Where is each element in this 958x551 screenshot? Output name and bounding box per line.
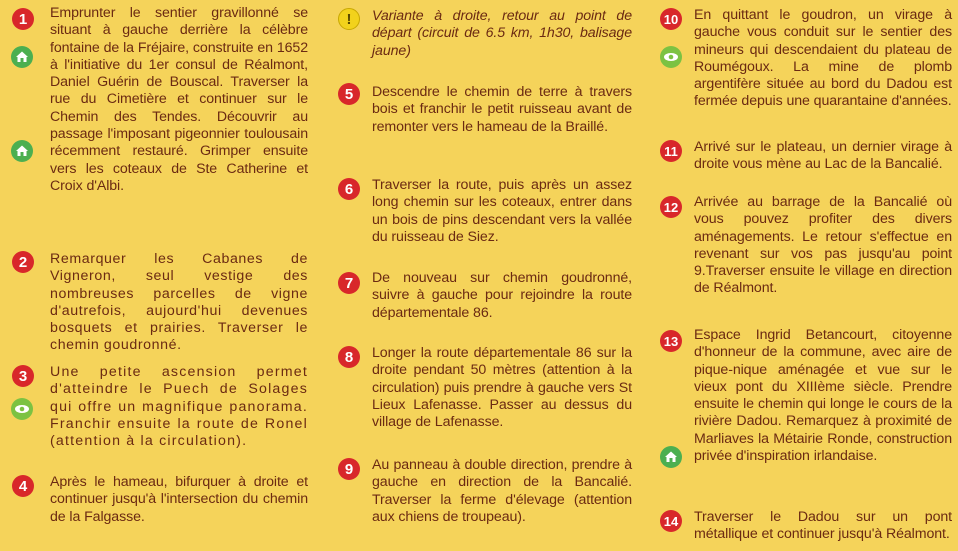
step-text-3: Une petite ascension permet d'atteindre le Puech de Solages qui offre un magnifique panorama. Franchir ensuite la route de Ronel (attention à la circulation). bbox=[50, 364, 308, 450]
step-number-7: 7 bbox=[338, 272, 360, 294]
step-number-4: 4 bbox=[12, 475, 34, 497]
house-icon bbox=[11, 140, 33, 162]
house-icon bbox=[11, 46, 33, 68]
step-number-13: 13 bbox=[660, 330, 682, 352]
step-number-11: 11 bbox=[660, 140, 682, 162]
step-number-10: 10 bbox=[660, 8, 682, 30]
step-text-2: Remarquer les Cabanes de Vigneron, seul vestige des nombreuses parcelles de vigne d'autrefois, aujourd'hui devenues bosquets et prairies. Traverser le chemin goudronné. bbox=[50, 251, 308, 354]
step-text-10: En quittant le goudron, un virage à gauche vous conduit sur le sentier des mineurs qui descendaient du plateau de Roumégoux. La mine de plomb argentifère située au bord du Dadou est fermée depuis une quarantaine d'années. bbox=[694, 7, 952, 110]
step-number-8: 8 bbox=[338, 346, 360, 368]
step-text-5: Descendre le chemin de terre à travers bois et franchir le petit ruisseau avant de remonter vers le hameau de la Braillé. bbox=[372, 84, 632, 135]
step-number-3: 3 bbox=[12, 365, 34, 387]
step-number-6: 6 bbox=[338, 178, 360, 200]
step-number-2: 2 bbox=[12, 251, 34, 273]
step-text-9: Au panneau à double direction, prendre à gauche en direction de la Bancalié. Traverser la ferme d'élevage (attention aux chiens de troupeau). bbox=[372, 457, 632, 525]
step-text-7: De nouveau sur chemin goudronné, suivre à gauche pour rejoindre la route départementale 86. bbox=[372, 270, 632, 321]
step-text-14: Traverser le Dadou sur un pont métallique et continuer jusqu'à Réalmont. bbox=[694, 509, 952, 543]
step-text-1: Emprunter le sentier gravillonné se situant à gauche derrière la célèbre fontaine de la Fréjaire, construite en 1652 à l'initiative du 1er consul de Réalmont, Daniel Guérin de Bouscal. Traverser la rue du Cimetière et continuer sur le Chemin des Tendes. Découvrir au passage l'imposant pigeonnier toulousain récemment restauré. Grimper ensuite vers les coteaux de Ste Catherine et Croix d'Albi. bbox=[50, 5, 308, 194]
house-icon bbox=[660, 446, 682, 468]
step-text-11: Arrivé sur le plateau, un dernier virage à droite vous mène au Lac de la Bancalié. bbox=[694, 139, 952, 173]
step-number-9: 9 bbox=[338, 458, 360, 480]
eye-icon bbox=[660, 46, 682, 68]
step-text-6: Traverser la route, puis après un assez long chemin sur les coteaux, entrer dans un bois de pins descendant vers la vallée du ruisseau de Siez. bbox=[372, 177, 632, 245]
variant-note: Variante à droite, retour au point de départ (circuit de 6.5 km, 1h30, balisage jaune) bbox=[372, 8, 632, 59]
step-text-4: Après le hameau, bifurquer à droite et continuer jusqu'à l'intersection du chemin de la Falgasse. bbox=[50, 474, 308, 525]
step-number-12: 12 bbox=[660, 196, 682, 218]
step-text-12: Arrivée au barrage de la Bancalié où vous pouvez profiter des divers aménagements. Le retour s'effectue en revenant sur vos pas jusqu'au point 9.Traverser ensuite le village en direction de Réalmont. bbox=[694, 194, 952, 297]
step-text-8: Longer la route départementale 86 sur la droite pendant 50 mètres (attention à la circulation) puis prendre à gauche vers St Lieux Lafenasse. Passer au dessus du village de Lafenasse. bbox=[372, 345, 632, 431]
warning-icon: ! bbox=[338, 8, 360, 30]
step-number-14: 14 bbox=[660, 510, 682, 532]
step-number-1: 1 bbox=[12, 8, 34, 30]
step-text-13: Espace Ingrid Betancourt, citoyenne d'honneur de la commune, avec aire de pique-nique aménagée et vue sur le vieux pont du XIIIème siècle. Prendre ensuite le chemin qui longe le cours de la rivière Dadou. Remarquez à proximité de Marliaves la Métairie Ronde, construction privée d'inspiration irlandaise. bbox=[694, 327, 952, 465]
eye-icon bbox=[11, 398, 33, 420]
step-number-5: 5 bbox=[338, 83, 360, 105]
